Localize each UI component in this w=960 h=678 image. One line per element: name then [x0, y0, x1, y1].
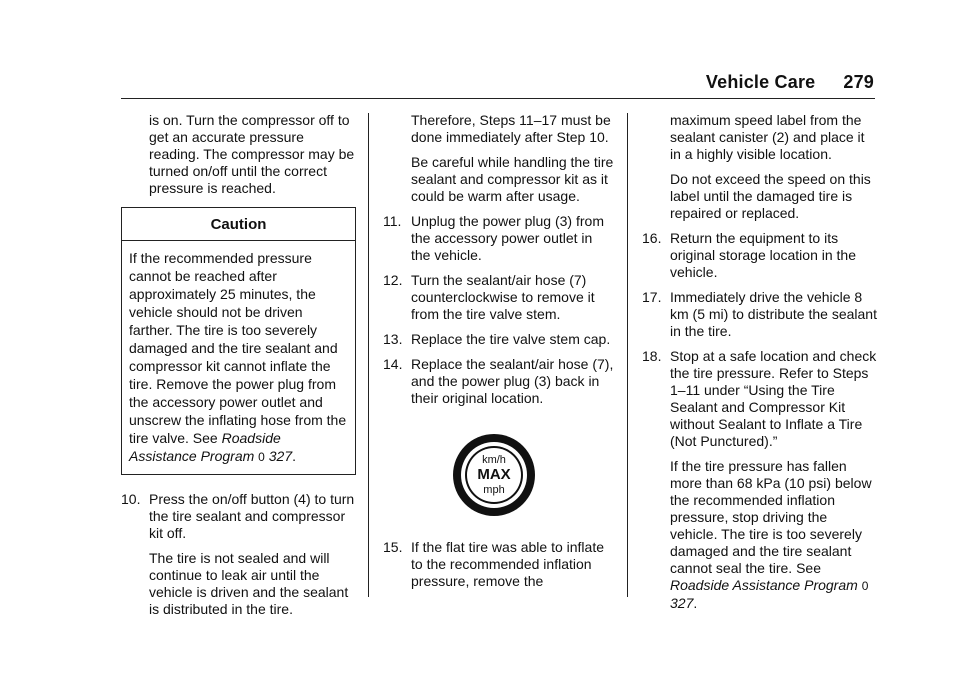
caution-body — [122, 241, 355, 474]
step-14 — [383, 356, 615, 407]
roadside-page-ref[interactable]: 327 — [670, 595, 694, 611]
max-speed-label-icon — [452, 433, 536, 517]
roadside-reference-link[interactable]: Roadside Assistance Program — [670, 577, 858, 593]
column-3 — [642, 112, 878, 620]
step-16 — [642, 230, 878, 281]
label-kmh: km/h — [482, 454, 506, 466]
step-text: Return the equipment to its original storage location in the vehicle. — [670, 230, 857, 280]
caution-end: . — [292, 448, 296, 464]
step-10-paragraph: The tire is not sealed and will continue to leak air until the vehicle is driven and the sealant is distributed in the tire. — [149, 550, 349, 617]
caution-page-ref[interactable]: 327 — [268, 448, 293, 464]
label-max: MAX — [477, 466, 511, 483]
step-18-text: If the tire pressure has fallen more than 68 kPa (10 psi) below the recommended inflation pressure, stop driving the vehicle. The tire is too severely damaged and the tire sealant cannot seal the tire. See — [670, 458, 872, 576]
step-text: Replace the sealant/air hose (7), and the power plug (3) back in their original location. — [411, 356, 614, 406]
step-17 — [642, 289, 878, 340]
label-mph: mph — [483, 484, 505, 496]
continued-paragraph: maximum speed label from the sealant canister (2) and place it in a highly visible location. — [670, 112, 865, 162]
column-2 — [383, 112, 615, 598]
step-text: Turn the sealant/air hose (7) counterclockwise to remove it from the tire valve stem. — [411, 272, 595, 322]
step-18 — [642, 348, 878, 450]
step-12 — [383, 272, 615, 323]
page-number: 279 — [843, 72, 874, 92]
caution-box — [121, 207, 356, 475]
step-15 — [383, 539, 615, 590]
page-header — [706, 72, 874, 93]
page-arrow-icon: 0 — [258, 450, 265, 464]
step-10 — [121, 491, 356, 542]
speed-warning-paragraph: Do not exceed the speed on this label until the damaged tire is repaired or replaced. — [670, 171, 871, 221]
continued-paragraph: is on. Turn the compressor off to get an accurate pressure reading. The compressor may be turned on/off until the correct pressure is reached. — [149, 112, 355, 196]
step-number: 15. — [383, 539, 403, 555]
column-divider-1 — [368, 113, 369, 597]
step-number: 18. — [642, 348, 662, 364]
step-18-paragraph — [642, 458, 878, 612]
step-text: Stop at a safe location and check the tire pressure. Refer to Steps 1–11 under “Using the Tire Sealant and Compressor Kit without Sealant to Inflate a Tire (Not Punctured).” — [670, 348, 877, 449]
step-number: 17. — [642, 289, 662, 305]
step-text: Press the on/off button (4) to turn the tire sealant and compressor kit off. — [149, 491, 355, 541]
section-title: Vehicle Care — [705, 72, 816, 92]
step-text: Immediately drive the vehicle 8 km (5 mi) to distribute the sealant in the tire. — [670, 289, 877, 339]
paragraph-steps-warning: Therefore, Steps 11–17 must be done immediately after Step 10. — [411, 112, 611, 145]
step-text: Replace the tire valve stem cap. — [411, 331, 611, 347]
step-number: 13. — [383, 331, 403, 347]
caution-text: If the recommended pressure cannot be reached after approximately 25 minutes, the vehicle should not be driven farther. The tire is too severely damaged and the tire sealant and compressor kit cannot inflate the tire. Remove the power plug from the accessory power outlet and unscrew the inflating hose from the tire valve. See — [129, 250, 347, 446]
step-number: 10. — [121, 491, 141, 507]
step-13 — [383, 331, 615, 348]
caution-title: Caution — [122, 208, 355, 241]
column-divider-2 — [627, 113, 628, 597]
caution-reference-link[interactable]: Roadside Assistance Program — [129, 430, 281, 464]
step-text: Unplug the power plug (3) from the accessory power outlet in the vehicle. — [411, 213, 604, 263]
column-1 — [121, 112, 356, 626]
paragraph-warm-warning: Be careful while handling the tire sealant and compressor kit as it could be warm after usage. — [411, 154, 614, 204]
step-11 — [383, 213, 615, 264]
step-number: 11. — [383, 213, 402, 229]
page-arrow-icon: 0 — [861, 579, 869, 593]
step-number: 14. — [383, 356, 403, 372]
step-18-end: . — [693, 595, 698, 611]
step-number: 16. — [642, 230, 662, 246]
header-rule — [121, 98, 875, 99]
step-number: 12. — [383, 272, 403, 288]
max-speed-label-figure — [373, 433, 615, 517]
step-text: If the flat tire was able to inflate to the recommended inflation pressure, remove the — [411, 539, 604, 589]
